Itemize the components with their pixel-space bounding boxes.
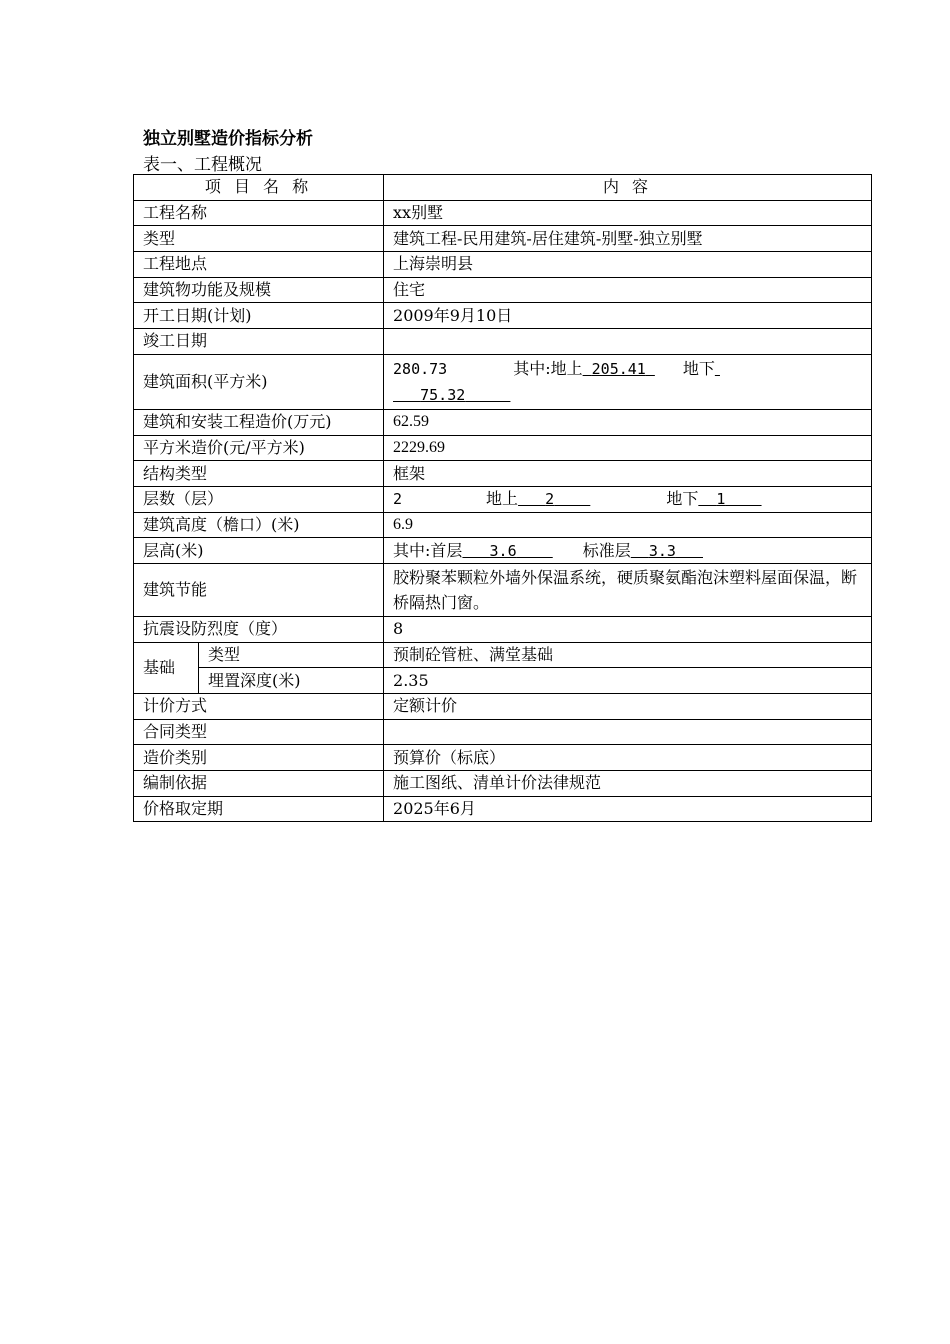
row-value: 框架 [384, 461, 872, 487]
table-row-storey-height [134, 538, 872, 564]
row-value: 施工图纸、清单计价法律规范 [384, 771, 872, 797]
table-row [134, 303, 872, 329]
row-value: xx别墅 [384, 200, 872, 226]
row-label: 建筑物功能及规模 [134, 277, 384, 303]
area-below-label: 地下 [682, 358, 715, 378]
row-label: 建筑和安装工程造价(万元) [134, 409, 384, 435]
standard-floor-value: 3.3 [648, 541, 676, 560]
row-value: 建筑工程-民用建筑-居住建筑-别墅-独立别墅 [384, 226, 872, 252]
table-row-foundation-type [134, 642, 872, 668]
row-label: 结构类型 [134, 461, 384, 487]
row-label: 开工日期(计划) [134, 303, 384, 329]
area-value-cell [384, 354, 872, 409]
row-sublabel: 类型 [199, 642, 384, 668]
row-label: 计价方式 [134, 694, 384, 720]
storey-height-cell [384, 538, 872, 564]
header-content: 内 容 [384, 175, 872, 201]
table-row-floors [134, 486, 872, 512]
floors-above-label: 地上 [486, 489, 519, 509]
table-row [134, 435, 872, 461]
project-overview-table [133, 174, 872, 822]
table-row [134, 694, 872, 720]
floors-value-cell [384, 486, 872, 512]
row-value: 6.9 [384, 512, 872, 538]
table-row [134, 226, 872, 252]
table-row [134, 252, 872, 278]
table-header-row [134, 175, 872, 201]
table-row [134, 616, 872, 642]
row-label: 层数（层） [134, 486, 384, 512]
row-label: 抗震设防烈度（度） [134, 616, 384, 642]
table-row [134, 771, 872, 797]
row-value: 2229.69 [384, 435, 872, 461]
row-value: 8 [384, 616, 872, 642]
row-value [384, 329, 872, 355]
row-value: 62.59 [384, 409, 872, 435]
row-label: 工程地点 [134, 252, 384, 278]
row-value: 定额计价 [384, 694, 872, 720]
floors-below-value: 1 [716, 490, 726, 509]
row-label: 编制依据 [134, 771, 384, 797]
table-row-area [134, 354, 872, 409]
row-value: 预算价（标底） [384, 745, 872, 771]
table-row [134, 461, 872, 487]
row-label: 层高(米) [134, 538, 384, 564]
row-label: 竣工日期 [134, 329, 384, 355]
table-row [134, 796, 872, 822]
table-row-foundation-depth [134, 668, 872, 694]
table-row [134, 409, 872, 435]
area-below-value: 75.32 [420, 385, 466, 404]
row-sublabel: 埋置深度(米) [199, 668, 384, 694]
floors-above-value: 2 [545, 490, 555, 509]
floors-below-label: 地下 [666, 489, 699, 509]
row-value [384, 719, 872, 745]
document-title: 独立别墅造价指标分析 [143, 129, 313, 149]
foundation-group-label: 基础 [134, 642, 199, 693]
row-value: 上海崇明县 [384, 252, 872, 278]
row-label: 合同类型 [134, 719, 384, 745]
standard-floor-label: 标准层 [582, 540, 631, 560]
first-floor-label: 其中:首层 [393, 540, 463, 560]
area-total: 280.73 [393, 359, 448, 378]
row-value: 2025年6月 [384, 796, 872, 822]
table-row [134, 719, 872, 745]
row-value: 2.35 [384, 668, 872, 694]
row-value: 住宅 [384, 277, 872, 303]
table-row [134, 200, 872, 226]
table-row [134, 563, 872, 616]
table-caption: 表一、工程概况 [143, 155, 262, 175]
row-label: 价格取定期 [134, 796, 384, 822]
row-value: 胶粉聚苯颗粒外墙外保温系统，硬质聚氨酯泡沫塑料屋面保温，断桥隔热门窗。 [384, 563, 872, 616]
floors-total: 2 [393, 490, 403, 509]
area-above-label: 其中:地上 [513, 358, 583, 378]
area-above-value: 205.41 [591, 359, 646, 378]
row-label: 类型 [134, 226, 384, 252]
table-row [134, 512, 872, 538]
row-value: 预制砼管桩、满堂基础 [384, 642, 872, 668]
first-floor-value: 3.6 [489, 541, 517, 560]
row-value: 2009年9月10日 [384, 303, 872, 329]
table-row [134, 745, 872, 771]
row-label: 工程名称 [134, 200, 384, 226]
table-row [134, 329, 872, 355]
table-row [134, 277, 872, 303]
row-label: 造价类别 [134, 745, 384, 771]
row-label: 建筑面积(平方米) [134, 354, 384, 409]
row-label: 建筑节能 [134, 563, 384, 616]
row-label: 平方米造价(元/平方米) [134, 435, 384, 461]
row-label: 建筑高度（檐口）(米) [134, 512, 384, 538]
header-item: 项 目 名 称 [134, 175, 384, 201]
